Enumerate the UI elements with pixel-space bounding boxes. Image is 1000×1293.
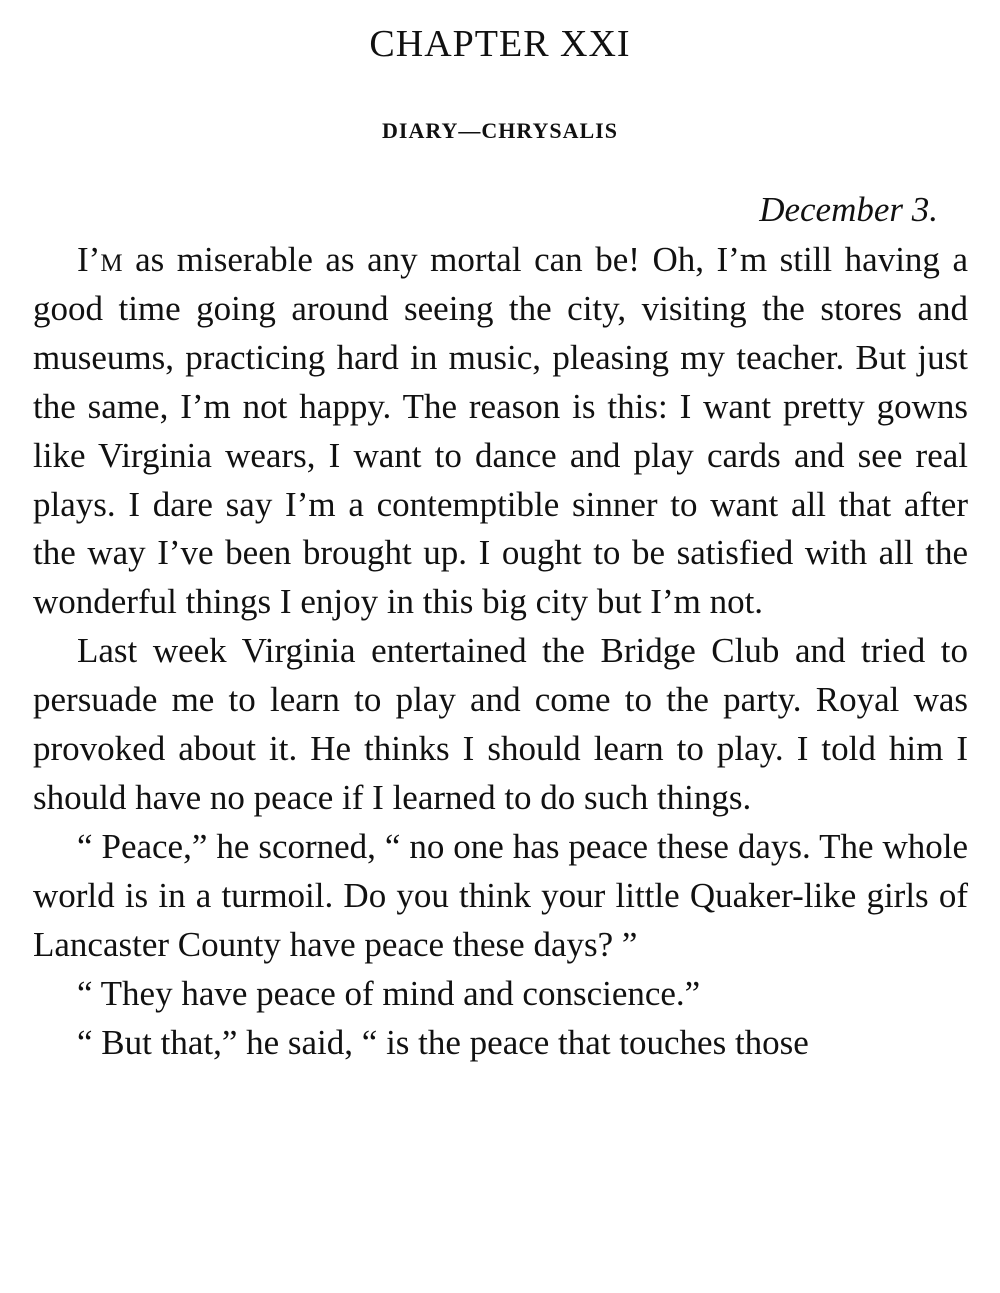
paragraph-2: Last week Virginia entertained the Bridge Club and tried to persuade me to learn to play and come to the party. Royal was provoked about it. He thinks I should learn to play. I told him I should have no peace if I learned to do such things. — [33, 631, 968, 817]
diary-body-text — [33, 236, 968, 1067]
diary-entry-date: December 3. — [759, 190, 938, 229]
paragraph-5: “ But that,” he said, “ is the peace that touches those — [77, 1022, 809, 1062]
opening-word-cap: I’ — [77, 240, 101, 279]
paragraph-1 — [33, 236, 968, 627]
paragraph-1-text: as miserable as any mortal can be! Oh, I’m still having a good time going around seeing the city, visiting the stores and museums, practicing hard in music, pleasing my teacher. But just the same, I’m not happy. The reason is this: I want pretty gowns like Virginia wears, I want to dance and play cards and see real plays. I dare say I’m a contemptible sinner to want all that after the way I’ve been brought up. I ought to be satisfied with all the wonderful things I enjoy in this big city but I’m not. — [33, 240, 968, 622]
paragraph-3: “ Peace,” he scorned, “ no one has peace these days. The whole world is in a turmoil. Do you think your little Quaker-like girls of Lancaster County have peace these days? ” — [33, 826, 968, 964]
chapter-title: CHAPTER XXI — [369, 23, 631, 65]
chapter-subtitle: DIARY—CHRYSALIS — [382, 118, 618, 143]
paragraph-4: “ They have peace of mind and conscience.” — [77, 973, 701, 1013]
opening-word-smallcaps: m — [100, 240, 123, 279]
